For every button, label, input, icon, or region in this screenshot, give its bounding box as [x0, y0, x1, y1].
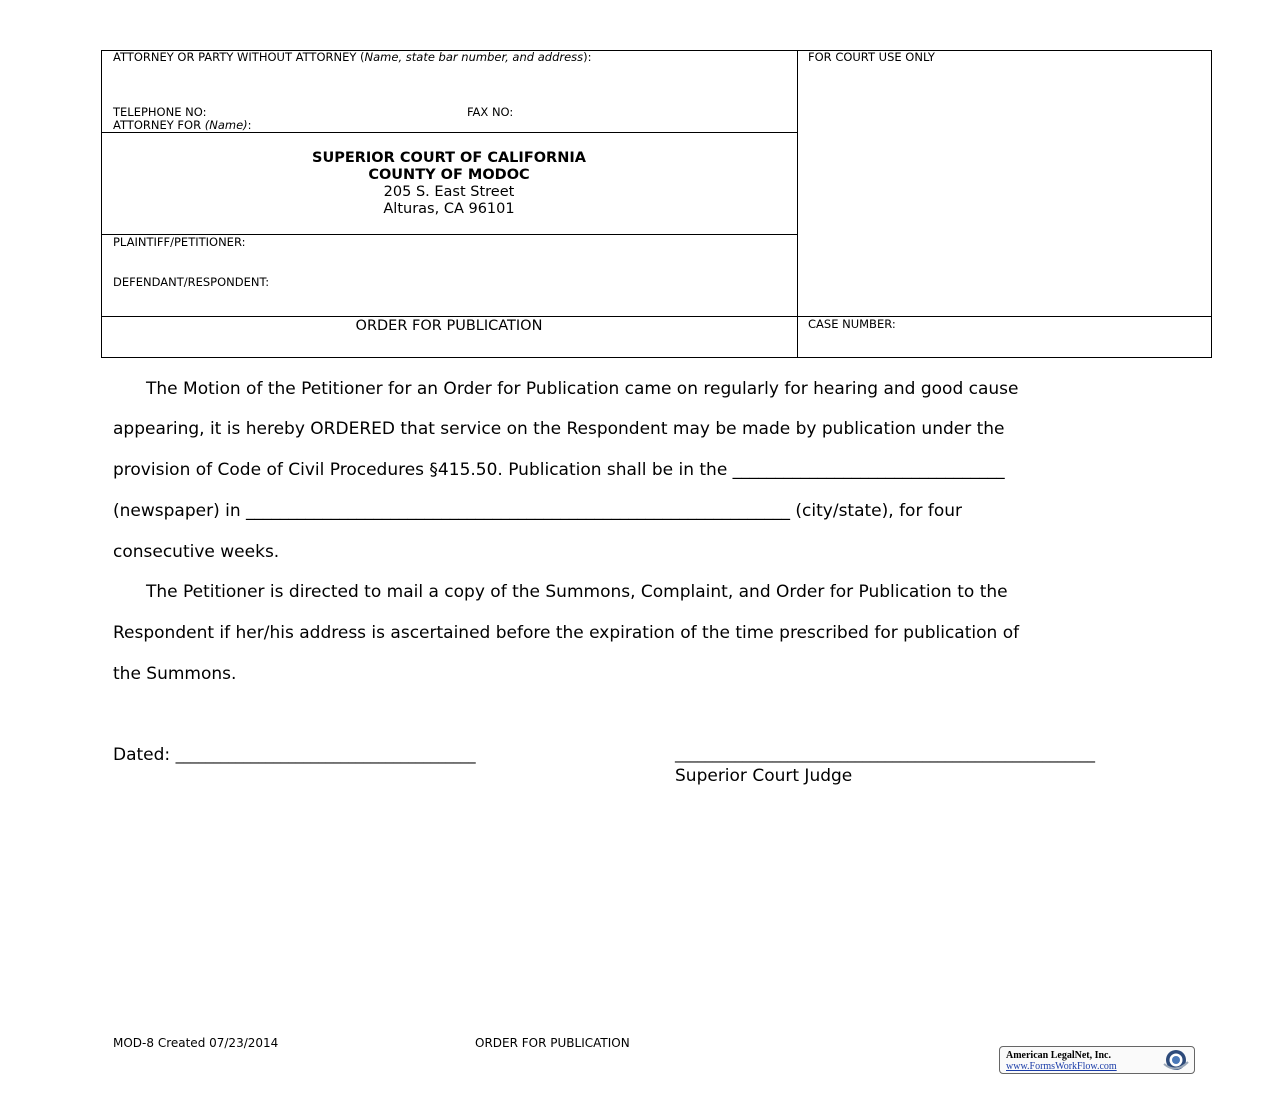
court-name: SUPERIOR COURT OF CALIFORNIA	[312, 150, 586, 166]
defendant-label: DEFENDANT/RESPONDENT:	[113, 275, 270, 289]
dated-line: ________________________________________	[175, 746, 476, 764]
attorney-for-label: ATTORNEY FOR (Name):	[113, 118, 252, 132]
footer-form-title: ORDER FOR PUBLICATION	[475, 1036, 630, 1050]
body-line-2: appearing, it is hereby ORDERED that service on the Respondent may be made by publication under the	[113, 419, 1005, 439]
fax-label: FAX NO:	[467, 105, 514, 119]
body-line-7: Respondent if her/his address is ascertained before the expiration of the time prescribed for publication of	[113, 623, 1020, 643]
county-name: COUNTY OF MODOC	[368, 167, 530, 183]
court-use-label: FOR COURT USE ONLY	[808, 50, 935, 64]
footer-form-id: MOD-8 Created 07/23/2014	[113, 1036, 279, 1050]
court-street: 205 S. East Street	[383, 184, 515, 200]
dated-label: Dated:	[113, 745, 171, 765]
divider-title	[101, 316, 1212, 317]
body-line-1: The Motion of the Petitioner for an Order for Publication came on regularly for hearing and good cause	[146, 379, 1019, 399]
logo-url-link[interactable]: www.FormsWorkFlow.com	[1006, 1061, 1117, 1072]
dated-field	[113, 745, 476, 765]
body-line-8: the Summons.	[113, 664, 237, 684]
caption-column-divider	[797, 50, 798, 358]
body-line-5: consecutive weeks.	[113, 542, 280, 562]
telephone-label: TELEPHONE NO:	[113, 105, 207, 119]
legalnet-globe-icon	[1160, 1048, 1192, 1072]
body-line-3: provision of Code of Civil Procedures §415.50. Publication shall be in the ________________________________	[113, 460, 1005, 480]
judge-signature-line: ________________________________________________________	[675, 745, 1095, 763]
american-legalnet-logo[interactable]	[999, 1046, 1195, 1074]
case-number-label: CASE NUMBER:	[808, 317, 896, 331]
court-city: Alturas, CA 96101	[383, 201, 515, 217]
attorney-label: ATTORNEY OR PARTY WITHOUT ATTORNEY (Name, state bar number, and address):	[113, 50, 592, 64]
form-title: ORDER FOR PUBLICATION	[355, 318, 543, 334]
court-address-block	[102, 150, 796, 218]
body-line-6: The Petitioner is directed to mail a copy of the Summons, Complaint, and Order for Publication to the	[146, 582, 1008, 602]
logo-company: American LegalNet, Inc.	[1006, 1050, 1111, 1061]
plaintiff-label: PLAINTIFF/PETITIONER:	[113, 235, 246, 249]
judge-label: Superior Court Judge	[675, 766, 853, 786]
body-line-4: (newspaper) in ________________________________________________________________ (city/state), for four	[113, 501, 963, 521]
divider-attorney	[101, 132, 797, 133]
